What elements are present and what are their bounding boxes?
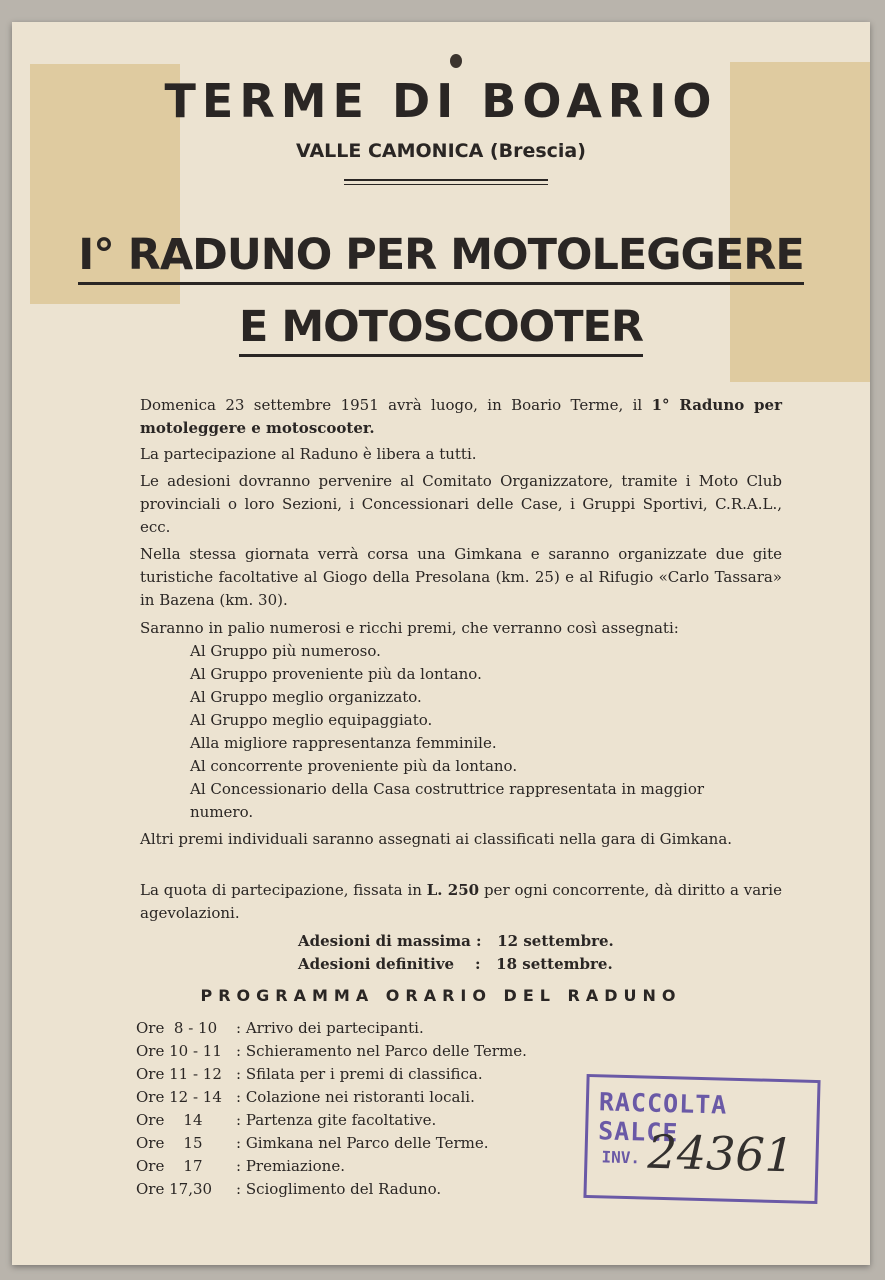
stamp-inv-label: INV. — [601, 1147, 641, 1168]
stamp-inventory-number: 24361 — [646, 1124, 795, 1183]
schedule-row: Ore 10 - 11 : Schieramento nel Parco delle Terme. — [136, 1042, 527, 1060]
prize-item: Al concorrente proveniente più da lontano. — [190, 757, 518, 775]
prize-item: Al Gruppo proveniente più da lontano. — [190, 665, 482, 683]
poster-sheet — [12, 22, 870, 1265]
divider-rule — [344, 179, 548, 181]
schedule-row: Ore 17,30 : Scioglimento del Raduno. — [136, 1180, 442, 1198]
poster-subtitle: VALLE CAMONICA (Brescia) — [296, 140, 586, 162]
schedule-row: Ore 17 : Premiazione. — [136, 1157, 345, 1175]
paragraph-participation: La partecipazione al Raduno è libera a tutti. — [140, 445, 477, 463]
stamp-title: RACCOLTA SALCE — [597, 1087, 728, 1148]
prize-item: Al Concessionario della Casa costruttrice rappresentata in maggior numero. — [190, 780, 705, 821]
prize-item: Al Gruppo più numeroso. — [190, 642, 381, 660]
adhesion-deadline-final: Adesioni definitive : 18 settembre. — [298, 955, 613, 973]
divider-rule-thin — [344, 184, 548, 185]
schedule-row: Ore 11 - 12 : Sfilata per i premi di classifica. — [136, 1065, 483, 1083]
prize-item: Al Gruppo meglio equipaggiato. — [190, 711, 433, 729]
paragraph-adhesions: Le adesioni dovranno pervenire al Comitato Organizzatore, tramite i Moto Club provinciali o loro Sezioni, i Concessionari delle Case, i Gruppi Sportivi, C.R.A.L., ecc. — [140, 472, 782, 536]
headline-line-2: E MOTOSCOOTER — [12, 302, 870, 357]
schedule-row: Ore 8 - 10 : Arrivo dei partecipanti. — [136, 1019, 424, 1037]
paragraph-date: Domenica 23 settembre 1951 avrà luogo, in Boario Terme, il 1° Raduno per motoleggere e motoscooter. — [140, 396, 782, 437]
paragraph-prizes-intro: Saranno in palio numerosi e ricchi premi, che verranno così assegnati: — [140, 619, 679, 637]
pin-hole — [450, 54, 462, 68]
prize-item: Alla migliore rappresentanza femminile. — [190, 734, 497, 752]
headline-line-1: I° RADUNO PER MOTOLEGGERE — [12, 230, 870, 285]
adhesion-deadline-preliminary: Adesioni di massima : 12 settembre. — [298, 932, 614, 950]
schedule-row: Ore 12 - 14 : Colazione nei ristoranti locali. — [136, 1088, 475, 1106]
schedule-title: PROGRAMMA ORARIO DEL RADUNO — [200, 986, 682, 1005]
paragraph-individual-prizes: Altri premi individuali saranno assegnati ai classificati nella gara di Gimkana. — [140, 830, 733, 848]
poster-title: TERME DI BOARIO — [164, 74, 718, 128]
collection-stamp — [583, 1074, 820, 1204]
paragraph-gimkana: Nella stessa giornata verrà corsa una Gimkana e saranno organizzate due gite turistiche facoltative al Giogo della Presolana (km. 25) e al Rifugio «Carlo Tassara» in Bazena (km. 30). — [140, 545, 782, 609]
prize-item: Al Gruppo meglio organizzato. — [190, 688, 422, 706]
schedule-row: Ore 15 : Gimkana nel Parco delle Terme. — [136, 1134, 489, 1152]
schedule-row: Ore 14 : Partenza gite facoltative. — [136, 1111, 437, 1129]
paragraph-fee: La quota di partecipazione, fissata in L. 250 per ogni concorrente, dà diritto a varie agevolazioni. — [140, 881, 782, 922]
